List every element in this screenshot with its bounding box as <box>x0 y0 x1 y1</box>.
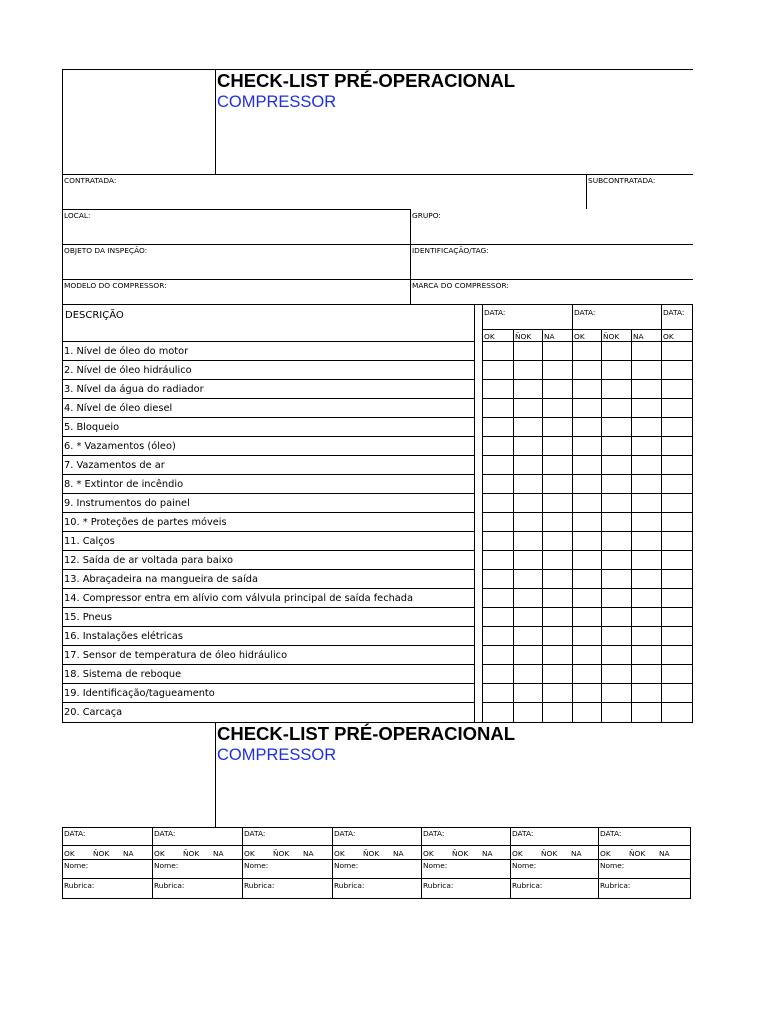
checklist-item: 13. Abraçadeira na mangueira de saída <box>64 574 258 585</box>
checklist-item: 2. Nível de óleo hidráulico <box>64 365 192 376</box>
footer-column-rule <box>510 827 511 899</box>
footer-date-label: DATA: <box>512 829 534 838</box>
footer-nome-label: Nome: <box>244 861 269 870</box>
item-row-rule <box>62 607 475 608</box>
footer-na-label: NA <box>213 849 224 858</box>
footer-column-rule <box>690 827 691 899</box>
footer-column-rule <box>421 827 422 899</box>
footer-nok-label: ÑOK <box>629 849 646 858</box>
checklist-item: 16. Instalações elétricas <box>64 631 183 642</box>
second-page-subtitle: COMPRESSOR <box>217 746 337 764</box>
footer-row-rule <box>62 845 691 846</box>
check-row-rule <box>482 360 693 361</box>
table-divider <box>474 304 475 723</box>
item-row-rule <box>62 493 475 494</box>
footer-nome-label: Nome: <box>334 861 359 870</box>
subheader-bottom-rule <box>482 341 693 342</box>
footer-na-label: NA <box>659 849 670 858</box>
grupo-label: GRUPO: <box>412 211 441 220</box>
footer-rubrica-label: Rubrica: <box>244 881 275 890</box>
checklist-item: 7. Vazamentos de ar <box>64 460 165 471</box>
field-divider <box>586 174 587 209</box>
footer-row-rule <box>62 878 691 879</box>
footer-nok-label: ÑOK <box>273 849 290 858</box>
objeto-label: OBJETO DA INSPEÇÃO: <box>64 246 148 255</box>
check-row-rule <box>482 550 693 551</box>
local-label: LOCAL: <box>64 211 91 220</box>
item-row-rule <box>62 398 475 399</box>
item-row-rule <box>62 379 475 380</box>
subcontratada-label: SUBCONTRATADA: <box>588 176 656 185</box>
check-row-rule <box>482 569 693 570</box>
footer-rubrica-label: Rubrica: <box>154 881 185 890</box>
field-rule <box>62 244 693 245</box>
footer-nok-label: ÑOK <box>363 849 380 858</box>
footer-rubrica-label: Rubrica: <box>423 881 454 890</box>
footer-nome-label: Nome: <box>64 861 89 870</box>
date-label-1: DATA: <box>484 308 506 317</box>
footer-date-label: DATA: <box>600 829 622 838</box>
item-row-rule <box>62 569 475 570</box>
field-rule <box>62 174 693 175</box>
footer-ok-label: OK <box>423 849 434 858</box>
footer-date-label: DATA: <box>64 829 86 838</box>
field-rule <box>62 209 411 210</box>
item-row-rule <box>62 455 475 456</box>
footer-nome-label: Nome: <box>154 861 179 870</box>
check-row-rule <box>482 683 693 684</box>
footer-rubrica-label: Rubrica: <box>64 881 95 890</box>
item-row-rule <box>62 531 475 532</box>
date-group-border <box>572 304 573 723</box>
footer-rubrica-label: Rubrica: <box>512 881 543 890</box>
checklist-item: 17. Sensor de temperatura de óleo hidráulico <box>64 650 288 661</box>
footer-column-rule <box>152 827 153 899</box>
checklist-item: 4. Nível de óleo diesel <box>64 403 173 414</box>
footer-nome-label: Nome: <box>512 861 537 870</box>
check-row-rule <box>482 664 693 665</box>
checklist-item: 11. Calços <box>64 536 115 547</box>
column-ok-7: OK <box>663 332 674 341</box>
item-row-rule <box>62 360 475 361</box>
checklist-item: 15. Pneus <box>64 612 112 623</box>
checklist-item: 6. * Vazamentos (óleo) <box>64 441 176 452</box>
check-row-rule <box>482 531 693 532</box>
checklist-item: 19. Identificação/tagueamento <box>64 688 215 699</box>
footer-date-label: DATA: <box>423 829 445 838</box>
column-na-3: NA <box>544 332 555 341</box>
field-rule <box>62 279 693 280</box>
right-border <box>692 304 693 723</box>
check-row-rule <box>482 626 693 627</box>
footer-column-rule <box>62 827 63 899</box>
check-row-rule <box>482 607 693 608</box>
footer-column-rule <box>332 827 333 899</box>
checklist-item: 10. * Proteções de partes móveis <box>64 517 227 528</box>
footer-date-label: DATA: <box>154 829 176 838</box>
footer-column-rule <box>242 827 243 899</box>
check-row-rule <box>482 512 693 513</box>
footer-row-rule <box>62 859 691 860</box>
modelo-label: MODELO DO COMPRESSOR: <box>64 281 167 290</box>
footer-rubrica-label: Rubrica: <box>334 881 365 890</box>
item-row-rule <box>62 683 475 684</box>
footer-na-label: NA <box>123 849 134 858</box>
check-row-rule <box>482 398 693 399</box>
check-row-rule <box>482 588 693 589</box>
check-row-rule <box>482 455 693 456</box>
footer-ok-label: OK <box>512 849 523 858</box>
check-row-rule <box>482 436 693 437</box>
page-subtitle: COMPRESSOR <box>217 93 337 111</box>
date-group-border <box>661 304 662 723</box>
check-row-rule <box>482 417 693 418</box>
check-row-rule <box>482 474 693 475</box>
item-row-rule <box>62 436 475 437</box>
checklist-item: 1. Nível de óleo do motor <box>64 346 189 357</box>
header-logo-divider <box>215 69 216 175</box>
item-row-rule <box>62 588 475 589</box>
date-label-2: DATA: <box>574 308 596 317</box>
footer-ok-label: OK <box>334 849 345 858</box>
item-row-rule <box>62 550 475 551</box>
footer-rubrica-label: Rubrica: <box>600 881 631 890</box>
check-row-rule <box>482 493 693 494</box>
marca-label: MARCA DO COMPRESSOR: <box>412 281 509 290</box>
second-header-logo-divider <box>215 722 216 828</box>
column-nok-5: ÑOK <box>603 332 620 341</box>
footer-nome-label: Nome: <box>423 861 448 870</box>
item-row-rule <box>62 664 475 665</box>
footer-column-rule <box>598 827 599 899</box>
identificacao-label: IDENTIFICAÇÃO/TAG: <box>412 246 489 255</box>
footer-ok-label: OK <box>154 849 165 858</box>
item-row-rule <box>62 474 475 475</box>
checklist-item: 18. Sistema de reboque <box>64 669 182 680</box>
footer-row-rule <box>62 827 691 828</box>
item-row-rule <box>62 626 475 627</box>
footer-na-label: NA <box>393 849 404 858</box>
footer-ok-label: OK <box>64 849 75 858</box>
checklist-item: 5. Bloqueio <box>64 422 120 433</box>
footer-nok-label: ÑOK <box>452 849 469 858</box>
field-divider <box>410 209 411 305</box>
item-row-rule <box>62 702 475 703</box>
footer-date-label: DATA: <box>244 829 266 838</box>
footer-date-label: DATA: <box>334 829 356 838</box>
check-row-rule <box>482 702 693 703</box>
column-na-6: NA <box>633 332 644 341</box>
date-label-3: DATA: <box>663 308 685 317</box>
checklist-item: 20. Carcaça <box>64 707 123 718</box>
footer-na-label: NA <box>482 849 493 858</box>
left-border <box>62 69 63 723</box>
checklist-item: 3. Nível da água do radiador <box>64 384 204 395</box>
page-title: CHECK-LIST PRÉ-OPERACIONAL <box>217 70 516 91</box>
item-row-rule <box>62 417 475 418</box>
footer-nok-label: ÑOK <box>541 849 558 858</box>
footer-row-rule <box>62 898 691 899</box>
item-row-rule <box>62 645 475 646</box>
footer-ok-label: OK <box>600 849 611 858</box>
date-group-border <box>482 304 483 723</box>
checklist-item: 12. Saída de ar voltada para baixo <box>64 555 233 566</box>
column-ok-1: OK <box>484 332 495 341</box>
checklist-item: 14. Compressor entra em alívio com válvula principal de saída fechada <box>64 593 414 604</box>
footer-na-label: NA <box>571 849 582 858</box>
checklist-item: 9. Instrumentos do painel <box>64 498 190 509</box>
footer-nome-label: Nome: <box>600 861 625 870</box>
second-page-title: CHECK-LIST PRÉ-OPERACIONAL <box>217 723 516 744</box>
contratada-label: CONTRATADA: <box>64 176 117 185</box>
footer-nok-label: ÑOK <box>93 849 110 858</box>
table-top-border <box>62 304 693 305</box>
column-nok-2: ÑOK <box>515 332 532 341</box>
check-row-rule <box>482 645 693 646</box>
checklist-item: 8. * Extintor de incêndio <box>64 479 184 490</box>
check-row-rule <box>482 379 693 380</box>
footer-ok-label: OK <box>244 849 255 858</box>
header-bottom-rule <box>62 341 475 342</box>
descricao-header: DESCRIÇÃO <box>65 310 124 321</box>
column-ok-4: OK <box>574 332 585 341</box>
footer-nok-label: ÑOK <box>183 849 200 858</box>
item-row-rule <box>62 512 475 513</box>
footer-na-label: NA <box>303 849 314 858</box>
